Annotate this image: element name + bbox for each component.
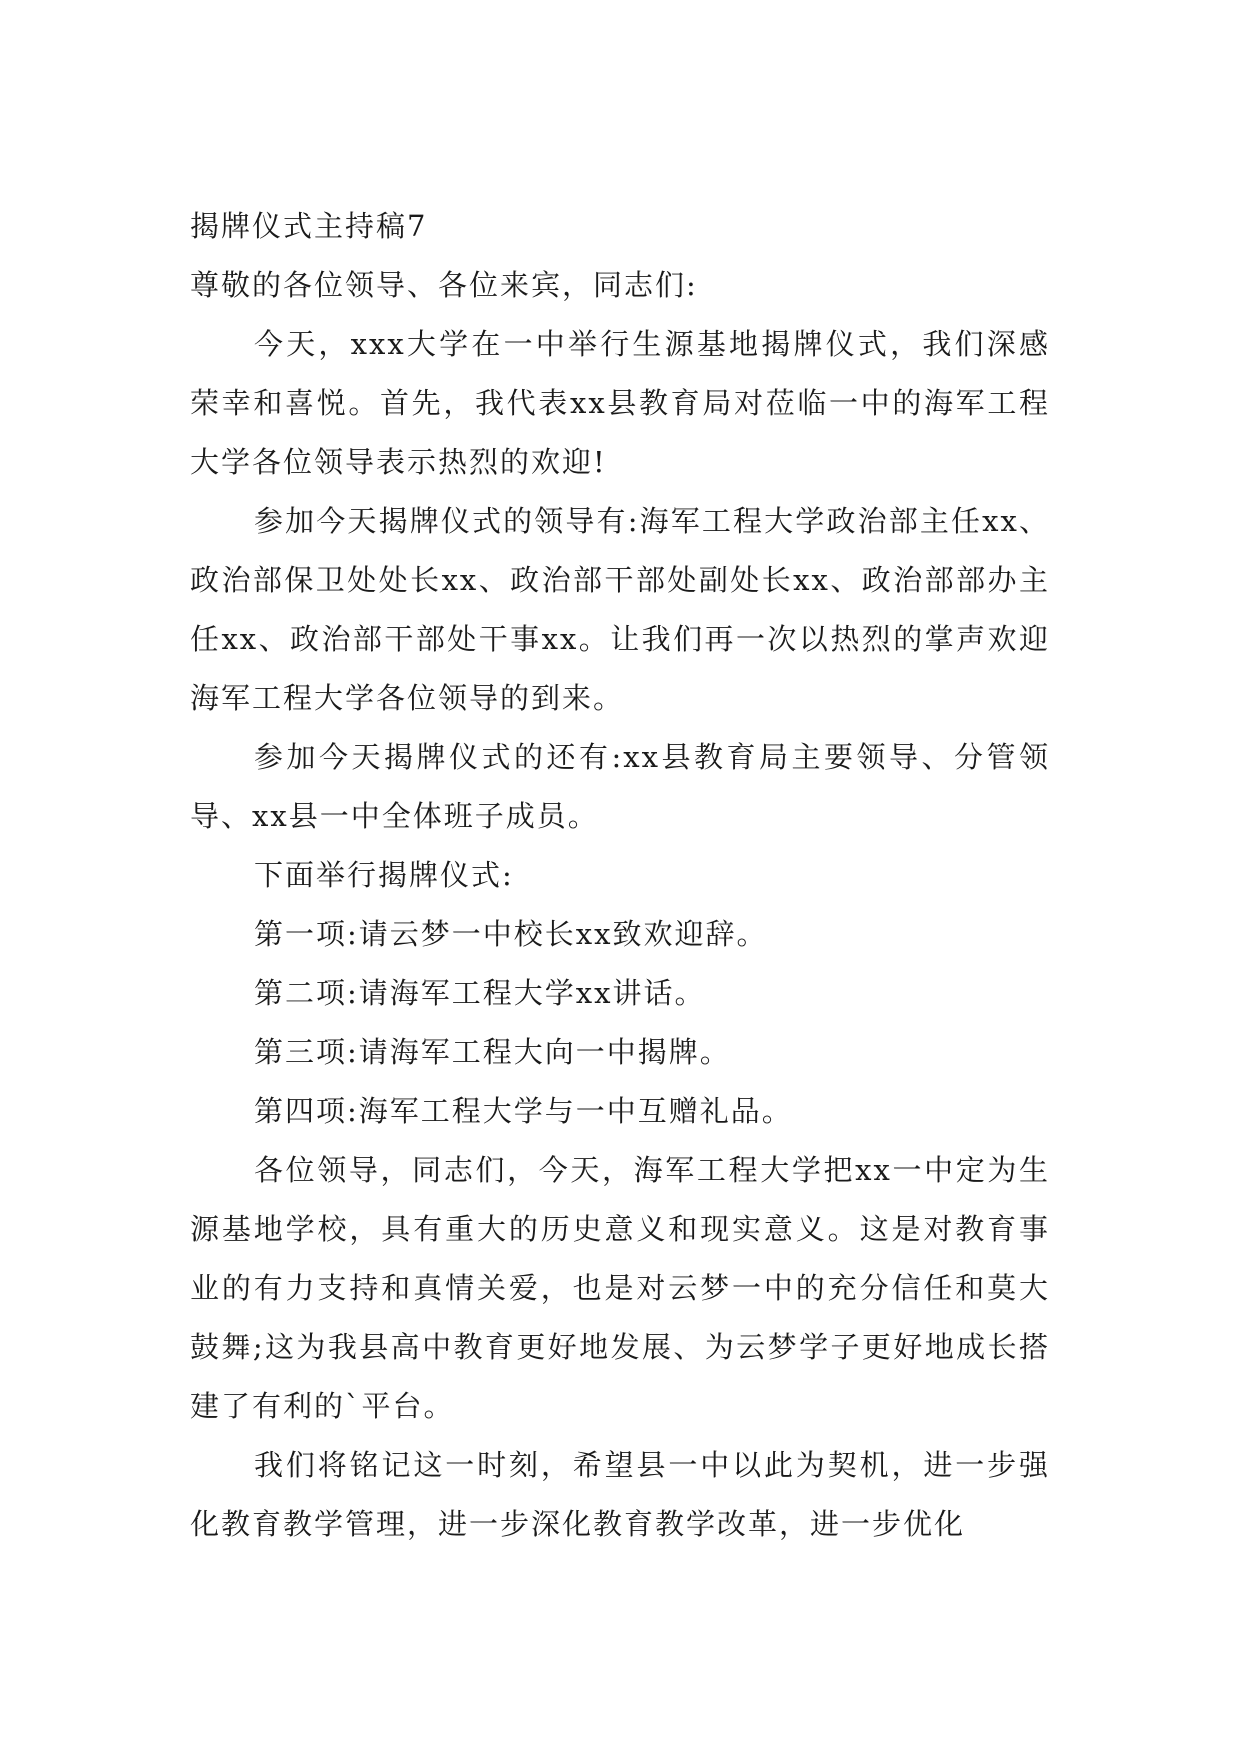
salutation: 尊敬的各位领导、各位来宾，同志们: bbox=[190, 268, 698, 302]
agenda-item-2: 第二项:请海军工程大学xx讲话。 bbox=[254, 976, 706, 1010]
document-body bbox=[190, 197, 1050, 1554]
paragraph-attendees: 参加今天揭牌仪式的还有:xx县教育局主要领导、分管领导、xx县一中全体班子成员。 bbox=[190, 740, 1050, 833]
paragraph-leaders: 参加今天揭牌仪式的领导有:海军工程大学政治部主任xx、政治部保卫处处长xx、政治部干部处副处长xx、政治部部办主任xx、政治部干部处干事xx。让我们再一次以热烈的掌声欢迎海军工程大学各位领导的到来。 bbox=[190, 504, 1050, 715]
paragraph-opening: 今天，xxx大学在一中举行生源基地揭牌仪式，我们深感荣幸和喜悦。首先，我代表xx县教育局对莅临一中的海军工程大学各位领导表示热烈的欢迎! bbox=[190, 327, 1050, 479]
document-title: 揭牌仪式主持稿7 bbox=[190, 209, 428, 243]
paragraph-significance: 各位领导，同志们，今天，海军工程大学把xx一中定为生源基地学校，具有重大的历史意义和现实意义。这是对教育事业的有力支持和真情关爱，也是对云梦一中的充分信任和莫大鼓舞;这为我县高中教育更好地发展、为云梦学子更好地成长搭建了有利的`平台。 bbox=[190, 1153, 1050, 1423]
agenda-item-4: 第四项:海军工程大学与一中互赠礼品。 bbox=[254, 1094, 793, 1128]
paragraph-closing: 我们将铭记这一时刻，希望县一中以此为契机，进一步强化教育教学管理，进一步深化教育教学改革，进一步优化 bbox=[190, 1448, 1050, 1541]
agenda-item-3: 第三项:请海军工程大向一中揭牌。 bbox=[254, 1035, 731, 1069]
paragraph-ceremony-intro: 下面举行揭牌仪式: bbox=[254, 858, 514, 892]
agenda-item-1: 第一项:请云梦一中校长xx致欢迎辞。 bbox=[254, 917, 768, 951]
